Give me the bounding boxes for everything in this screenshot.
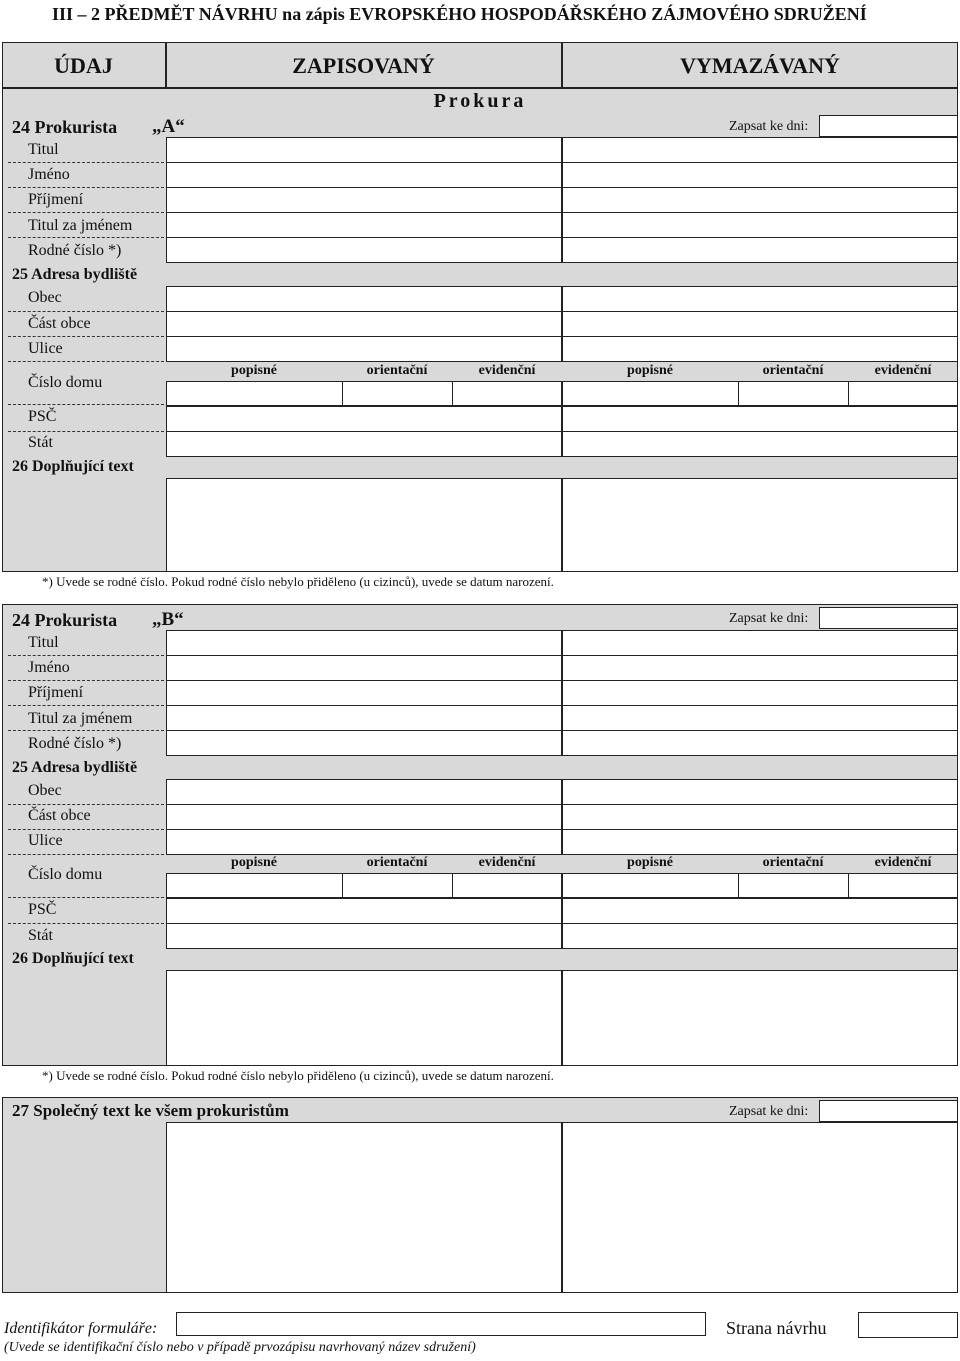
cislo-evidencni-label: evidenční bbox=[874, 855, 932, 870]
divider bbox=[8, 705, 164, 706]
prokurista-a-psc-zapis[interactable] bbox=[166, 406, 562, 432]
prokurista-a-ulice-vymaz[interactable] bbox=[562, 336, 958, 362]
prokurista-a-rodne-zapis[interactable] bbox=[166, 237, 562, 263]
prokurista-b-rodne-label: Rodné číslo *) bbox=[28, 735, 122, 752]
prokurista-b-zapsat-label: Zapsat ke dni: bbox=[729, 611, 809, 626]
prokurista-a-prijmeni-zapis[interactable] bbox=[166, 187, 562, 213]
prokurista-b-psc-zapis[interactable] bbox=[166, 898, 562, 924]
prokurista-b-rodne-vymaz[interactable] bbox=[562, 730, 958, 756]
identifier-input[interactable] bbox=[176, 1312, 706, 1336]
divider bbox=[8, 404, 164, 405]
prokurista-a-stat-zapis[interactable] bbox=[166, 431, 562, 457]
cislo-popisne-label: popisné bbox=[231, 855, 277, 870]
prokurista-b-stat-label: Stát bbox=[28, 927, 53, 944]
header-zapisovany: ZAPISOVANÝ bbox=[292, 53, 435, 78]
prokurista-b-cast-obce-label: Část obce bbox=[28, 807, 91, 824]
cislo-popisne-label: popisné bbox=[231, 363, 277, 378]
divider bbox=[8, 237, 164, 238]
prokurista-a-jmeno-zapis[interactable] bbox=[166, 162, 562, 188]
prokurista-a-adresa-label: 25 Adresa bydliště bbox=[12, 266, 138, 283]
prokurista-b-titul-vymaz[interactable] bbox=[562, 630, 958, 656]
prokurista-b-prijmeni-vymaz[interactable] bbox=[562, 680, 958, 706]
prokurista-a-ulice-zapis[interactable] bbox=[166, 336, 562, 362]
divider bbox=[8, 854, 164, 855]
prokurista-b-jmeno-zapis[interactable] bbox=[166, 655, 562, 681]
prokurista-b-cast-obce-zapis[interactable] bbox=[166, 804, 562, 830]
cislo-evidencni-label: evidenční bbox=[478, 363, 536, 378]
prokurista-a-label: 24 Prokurista bbox=[12, 117, 118, 137]
page-title: III – 2 PŘEDMĚT NÁVRHU na zápis EVROPSKÉHO HOSPODÁŘSKÉHO ZÁJMOVÉHO SDRUŽENÍ bbox=[52, 4, 867, 24]
cislo-evidencni-label: evidenční bbox=[478, 855, 536, 870]
divider bbox=[8, 655, 164, 656]
prokurista-a-obec-label: Obec bbox=[28, 289, 62, 306]
prokurista-a-titul-za-label: Titul za jménem bbox=[28, 217, 133, 234]
prokurista-a-obec-vymaz[interactable] bbox=[562, 286, 958, 312]
prokurista-a-obec-zapis[interactable] bbox=[166, 286, 562, 312]
common-text-zapsat-label: Zapsat ke dni: bbox=[729, 1104, 809, 1119]
prokurista-a-zapsat-input[interactable] bbox=[819, 115, 958, 137]
divider bbox=[8, 730, 164, 731]
header-udaj: ÚDAJ bbox=[54, 53, 113, 78]
divider bbox=[8, 212, 164, 213]
prokurista-a-stat-label: Stát bbox=[28, 434, 53, 451]
prokurista-a-ulice-label: Ulice bbox=[28, 340, 63, 357]
prokurista-a-psc-vymaz[interactable] bbox=[562, 406, 958, 432]
common-text-zapsat-input[interactable] bbox=[819, 1100, 958, 1122]
prokurista-b-obec-vymaz[interactable] bbox=[562, 779, 958, 805]
prokurista-b-cislo-domu-label: Číslo domu bbox=[28, 866, 103, 883]
prokurista-a-titul-za-vymaz[interactable] bbox=[562, 212, 958, 238]
prokurista-b-ulice-zapis[interactable] bbox=[166, 829, 562, 855]
prokurista-b-stat-zapis[interactable] bbox=[166, 923, 562, 949]
prokurista-a-orientacni-zapis[interactable] bbox=[342, 381, 453, 406]
prokurista-a-cast-obce-zapis[interactable] bbox=[166, 311, 562, 337]
prokurista-b-rodne-zapis[interactable] bbox=[166, 730, 562, 756]
divider bbox=[8, 336, 164, 337]
prokurista-b-orientacni-vymaz[interactable] bbox=[738, 873, 849, 898]
prokurista-b-titul-za-zapis[interactable] bbox=[166, 705, 562, 731]
prokurista-b-popisne-zapis[interactable] bbox=[166, 873, 343, 898]
common-text-label: 27 Společný text ke všem prokuristům bbox=[12, 1101, 289, 1120]
divider bbox=[8, 897, 164, 898]
prokurista-a-psc-label: PSČ bbox=[28, 408, 57, 425]
prokurista-b-evidencni-zapis[interactable] bbox=[452, 873, 562, 898]
prokurista-b-ulice-label: Ulice bbox=[28, 832, 63, 849]
prokurista-b-zapsat-input[interactable] bbox=[819, 607, 958, 629]
prokurista-b-prijmeni-label: Příjmení bbox=[28, 684, 84, 701]
footnote-b: *) Uvede se rodné číslo. Pokud rodné číslo nebylo přiděleno (u cizinců), uvede se datum narození. bbox=[42, 1068, 554, 1083]
cislo-orientacni-label: orientační bbox=[366, 855, 428, 870]
cislo-orientacni-label: orientační bbox=[762, 363, 824, 378]
prokurista-a-cast-obce-vymaz[interactable] bbox=[562, 311, 958, 337]
prokurista-a-evidencni-vymaz[interactable] bbox=[848, 381, 958, 406]
prokurista-b-popisne-vymaz[interactable] bbox=[562, 873, 739, 898]
prokurista-a-doplnujici-label: 26 Doplňující text bbox=[12, 458, 134, 475]
prokurista-a-zapsat-label: Zapsat ke dni: bbox=[729, 119, 809, 134]
divider bbox=[8, 361, 164, 362]
prokurista-b-psc-vymaz[interactable] bbox=[562, 898, 958, 924]
prokurista-a-titul-vymaz[interactable] bbox=[562, 137, 958, 163]
prokurista-a-titul-label: Titul bbox=[28, 141, 59, 158]
common-text-zapis[interactable] bbox=[166, 1122, 562, 1293]
prokurista-b-obec-zapis[interactable] bbox=[166, 779, 562, 805]
prokurista-a-rodne-label: Rodné číslo *) bbox=[28, 242, 122, 259]
prokurista-b-titul-label: Titul bbox=[28, 634, 59, 651]
prokurista-b-doplnujici-vymaz[interactable] bbox=[562, 970, 958, 1066]
prokurista-b-label: 24 Prokurista bbox=[12, 610, 118, 630]
divider bbox=[8, 162, 164, 163]
cislo-popisne-label: popisné bbox=[627, 855, 673, 870]
prokurista-a-popisne-zapis[interactable] bbox=[166, 381, 343, 406]
prokurista-b-titul-zapis[interactable] bbox=[166, 630, 562, 656]
prokurista-a-letter: „A“ bbox=[152, 116, 185, 137]
prokurista-b-ulice-vymaz[interactable] bbox=[562, 829, 958, 855]
prokurista-a-rodne-vymaz[interactable] bbox=[562, 237, 958, 263]
prokurista-a-cast-obce-label: Část obce bbox=[28, 315, 91, 332]
prokurista-a-doplnujici-zapis[interactable] bbox=[166, 478, 562, 572]
page-number-input[interactable] bbox=[858, 1312, 958, 1338]
identifier-note: (Uvede se identifikační číslo nebo v případě prvozápisu navrhovaný název sdružení) bbox=[4, 1340, 476, 1355]
divider bbox=[8, 431, 164, 432]
prokurista-b-prijmeni-zapis[interactable] bbox=[166, 680, 562, 706]
divider bbox=[8, 311, 164, 312]
prokurista-b-titul-za-label: Titul za jménem bbox=[28, 710, 133, 727]
cislo-orientacni-label: orientační bbox=[762, 855, 824, 870]
divider bbox=[8, 680, 164, 681]
divider bbox=[8, 804, 164, 805]
prokurista-b-letter: „B“ bbox=[152, 609, 184, 630]
footnote-a: *) Uvede se rodné číslo. Pokud rodné číslo nebylo přiděleno (u cizinců), uvede se datum narození. bbox=[42, 574, 554, 589]
section-title: Prokura bbox=[433, 90, 527, 112]
prokurista-a-stat-vymaz[interactable] bbox=[562, 431, 958, 457]
prokurista-a-doplnujici-vymaz[interactable] bbox=[562, 478, 958, 572]
prokurista-a-evidencni-zapis[interactable] bbox=[452, 381, 562, 406]
prokurista-b-titul-za-vymaz[interactable] bbox=[562, 705, 958, 731]
divider bbox=[8, 923, 164, 924]
prokurista-b-doplnujici-label: 26 Doplňující text bbox=[12, 950, 134, 967]
header-vymazavany: VYMAZÁVANÝ bbox=[680, 53, 840, 78]
identifier-label: Identifikátor formuláře: bbox=[4, 1320, 158, 1337]
prokurista-b-jmeno-label: Jméno bbox=[28, 659, 70, 676]
cislo-evidencni-label: evidenční bbox=[874, 363, 932, 378]
prokurista-b-psc-label: PSČ bbox=[28, 901, 57, 918]
prokurista-a-orientacni-vymaz[interactable] bbox=[738, 381, 849, 406]
prokurista-b-evidencni-vymaz[interactable] bbox=[848, 873, 958, 898]
prokurista-b-stat-vymaz[interactable] bbox=[562, 923, 958, 949]
cislo-orientacni-label: orientační bbox=[366, 363, 428, 378]
page-number-label: Strana návrhu bbox=[726, 1318, 827, 1338]
prokurista-b-obec-label: Obec bbox=[28, 782, 62, 799]
prokurista-a-prijmeni-label: Příjmení bbox=[28, 191, 84, 208]
common-text-vymaz[interactable] bbox=[562, 1122, 958, 1293]
divider bbox=[8, 829, 164, 830]
prokurista-a-prijmeni-vymaz[interactable] bbox=[562, 187, 958, 213]
prokurista-b-adresa-label: 25 Adresa bydliště bbox=[12, 759, 138, 776]
cislo-popisne-label: popisné bbox=[627, 363, 673, 378]
prokurista-a-jmeno-vymaz[interactable] bbox=[562, 162, 958, 188]
prokurista-b-doplnujici-zapis[interactable] bbox=[166, 970, 562, 1066]
prokurista-b-cast-obce-vymaz[interactable] bbox=[562, 804, 958, 830]
prokurista-a-titul-za-zapis[interactable] bbox=[166, 212, 562, 238]
divider bbox=[8, 187, 164, 188]
prokurista-a-cislo-domu-label: Číslo domu bbox=[28, 374, 103, 391]
prokurista-a-jmeno-label: Jméno bbox=[28, 166, 70, 183]
prokurista-a-popisne-vymaz[interactable] bbox=[562, 381, 739, 406]
prokurista-a-titul-zapis[interactable] bbox=[166, 137, 562, 163]
prokurista-b-orientacni-zapis[interactable] bbox=[342, 873, 453, 898]
prokurista-b-jmeno-vymaz[interactable] bbox=[562, 655, 958, 681]
